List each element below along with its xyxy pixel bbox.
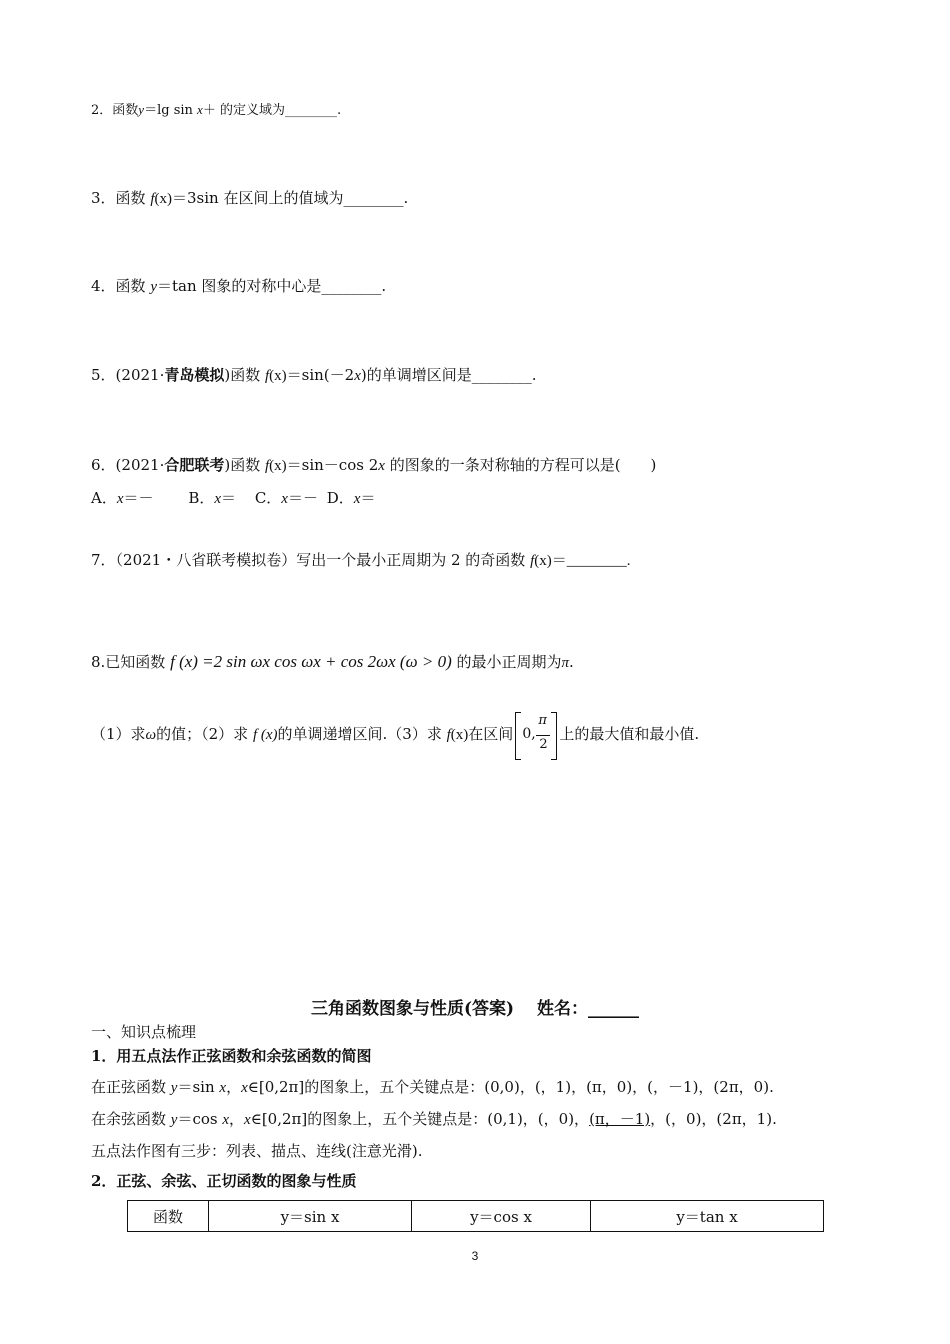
table-header-tan: y＝tan x	[591, 1201, 824, 1232]
question-6: 6．(2021·合肥联考)函数 f(x)＝sin－cos 2x 的图象的一条对称轴的方程可以是( )	[91, 456, 657, 474]
cosine-key-points: 在余弦函数 y＝cos x，x∈[0,2π]的图象上，五个关键点是：(0,1)，(，0)，(π，－1)，(，0)，(2π，1).	[91, 1110, 777, 1128]
properties-table	[127, 1200, 824, 1232]
section-1-title: 一、知识点梳理	[91, 1023, 197, 1041]
question-7: 7．（2021・八省联考模拟卷）写出一个最小正周期为 2 的奇函数 f(x)＝________.	[91, 551, 631, 569]
table-header-row	[128, 1201, 824, 1232]
page-number: 3	[471, 1249, 479, 1263]
sine-key-points: 在正弦函数 y＝sin x，x∈[0,2π]的图象上，五个关键点是：(0,0)，(，1)，(π，0)，(，－1)，(2π，0).	[91, 1078, 774, 1096]
option-b: B．x＝	[188, 489, 237, 507]
question-6-options	[91, 487, 375, 508]
table-header-sin: y＝sin x	[209, 1201, 412, 1232]
question-4: 4．函数 y＝tan 图象的对称中心是________.	[91, 277, 387, 295]
question-5: 5．(2021·青岛模拟)函数 f(x)＝sin(－2x)的单调增区间是________.	[91, 366, 537, 384]
question-8-subparts: （1）求ω的值；（2）求 f (x)的单调递增区间.（3）求 f(x)在区间 0, π 2 上的最大值和最小值.	[91, 712, 699, 758]
option-a: A．x＝－	[91, 489, 154, 507]
question-8: 8.已知函数 f (x) =2 sin ωx cos ωx + cos 2ωx (ω > 0) 的最小正周期为π.	[91, 652, 574, 671]
interval-bracket: 0, π 2	[515, 712, 557, 758]
option-d: D．x＝	[326, 489, 376, 507]
answer-heading: 三角函数图象与性质(答案) 姓名：______	[310, 999, 639, 1019]
table-header-function: 函数	[128, 1201, 209, 1232]
question-2: 2．函数y＝lg sin x＋ 的定义域为________.	[91, 102, 342, 118]
table-header-cos: y＝cos x	[412, 1201, 591, 1232]
question-3: 3．函数 f(x)＝3sin 在区间上的值域为________.	[91, 189, 409, 207]
section-graph-properties-title: 2．正弦、余弦、正切函数的图象与性质	[91, 1172, 357, 1190]
formula: f (x) =2 sin ωx cos ωx + cos 2ωx (ω > 0)	[170, 652, 452, 671]
five-point-steps: 五点法作图有三步：列表、描点、连线(注意光滑).	[91, 1142, 423, 1160]
section-five-point-title: 1．用五点法作正弦函数和余弦函数的简图	[91, 1047, 372, 1065]
option-c: C．x＝－	[254, 489, 318, 507]
